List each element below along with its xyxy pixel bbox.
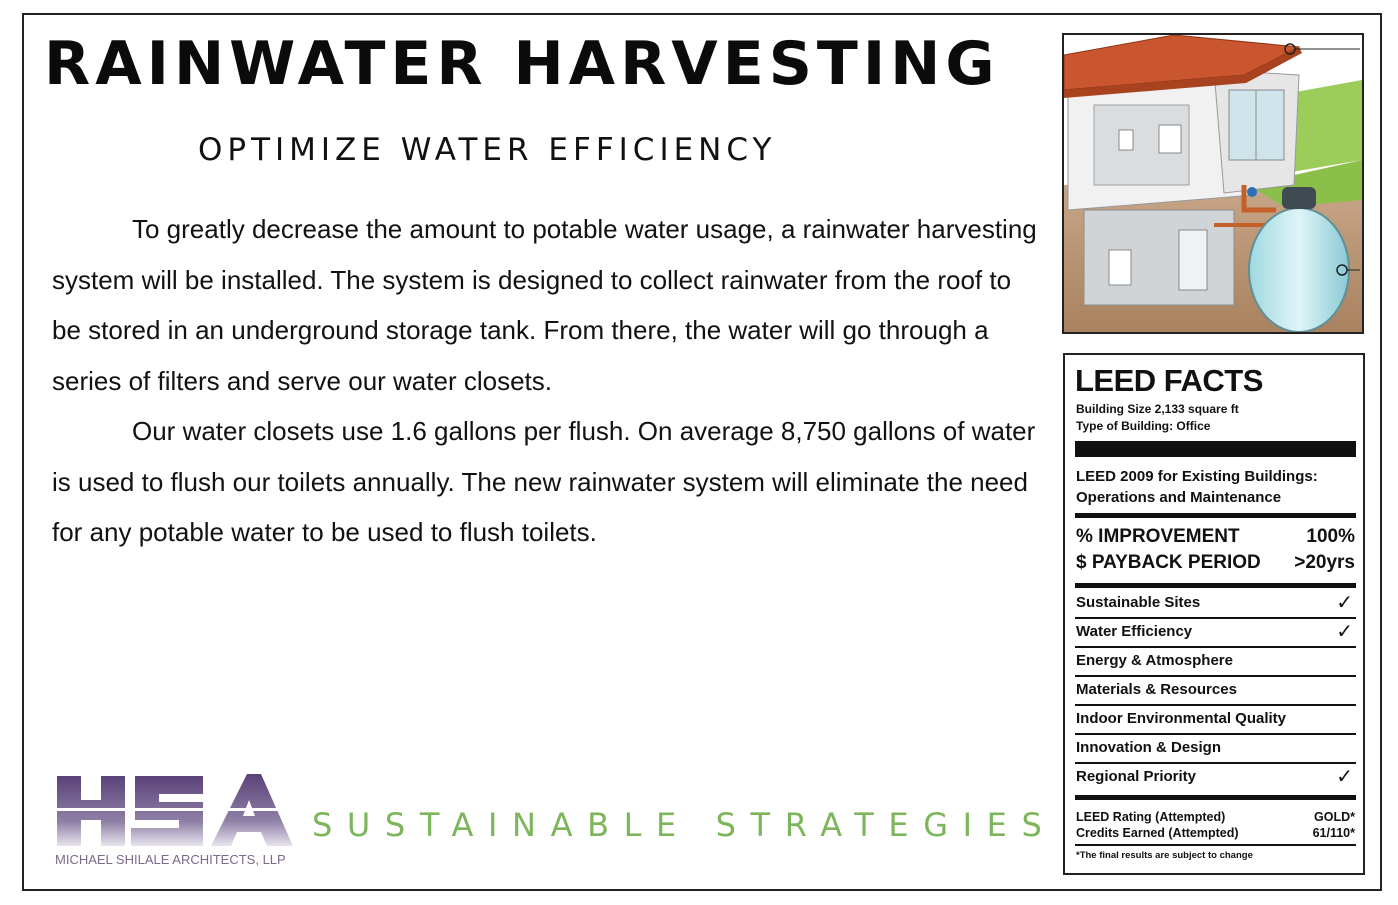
rating-value: 61/110* [1312, 826, 1355, 840]
building-type: Type of Building: Office [1076, 419, 1211, 433]
check-icon: ✓ [1336, 592, 1353, 614]
hsa-logo-graphic [55, 770, 295, 850]
building-size: Building Size 2,133 square ft [1076, 402, 1239, 416]
credit-label: Indoor Environmental Quality [1076, 710, 1287, 727]
credit-row [1076, 734, 1355, 762]
credit-label: Innovation & Design [1076, 739, 1222, 756]
firm-name: MICHAEL SHILALE ARCHITECTS, LLP [55, 852, 286, 867]
rainwater-system-illustration [1062, 33, 1364, 334]
credit-label: Energy & Atmosphere [1076, 652, 1233, 669]
credit-row [1076, 589, 1355, 617]
metric-improvement [1076, 524, 1355, 550]
credits-earned [1076, 825, 1355, 841]
credit-label: Water Efficiency [1076, 623, 1193, 640]
credit-row [1076, 647, 1355, 675]
credit-row [1076, 705, 1355, 733]
page-title: RAINWATER HARVESTING [44, 29, 1000, 99]
divider-rule [1075, 583, 1356, 588]
metric-value: >20yrs [1294, 552, 1355, 573]
paragraph-2: Our water closets use 1.6 gallons per flush. On average 8,750 gallons of water is used to flush our toilets annually. The new rainwater system will eliminate the need for any potable water to be used to flush toilets. [52, 416, 1036, 547]
leed-standard-line1: LEED 2009 for Existing Buildings: [1076, 468, 1318, 485]
leed-title: LEED FACTS [1075, 363, 1263, 398]
rating-label: Credits Earned (Attempted) [1076, 826, 1239, 840]
rating-label: LEED Rating (Attempted) [1076, 810, 1226, 824]
metric-label: % IMPROVEMENT [1076, 526, 1240, 547]
credit-row [1076, 618, 1355, 646]
leed-standard-line2: Operations and Maintenance [1076, 489, 1282, 506]
leed-rating [1076, 809, 1355, 825]
rating-value: GOLD* [1314, 810, 1355, 824]
leed-facts-panel [1063, 353, 1365, 875]
credit-label: Materials & Resources [1076, 681, 1237, 698]
tagline: SUSTAINABLE STRATEGIES [312, 806, 1057, 844]
divider-rule [1075, 513, 1356, 518]
check-icon: ✓ [1336, 621, 1353, 643]
divider-rule [1075, 795, 1356, 800]
divider-rule [1075, 844, 1356, 846]
footnote: *The final results are subject to change [1076, 850, 1253, 861]
credit-row [1076, 676, 1355, 704]
metric-label: $ PAYBACK PERIOD [1076, 552, 1261, 573]
metric-value: 100% [1306, 526, 1355, 547]
metric-payback [1076, 550, 1355, 576]
hsa-logo [55, 770, 295, 850]
body-text [52, 204, 1047, 558]
page-subtitle: OPTIMIZE WATER EFFICIENCY [198, 132, 777, 168]
paragraph-1: To greatly decrease the amount to potable water usage, a rainwater harvesting system will be installed. The system is designed to collect rainwater from the roof to be stored in an underground storage tank. From there, the water will go through a series of filters and serve our water closets. [52, 214, 1037, 396]
credit-label: Regional Priority [1076, 768, 1197, 785]
credit-label: Sustainable Sites [1076, 594, 1201, 611]
check-icon: ✓ [1336, 766, 1353, 788]
credit-row [1076, 763, 1355, 791]
house-cutaway-icon [1064, 35, 1362, 332]
divider-bar [1075, 441, 1356, 457]
